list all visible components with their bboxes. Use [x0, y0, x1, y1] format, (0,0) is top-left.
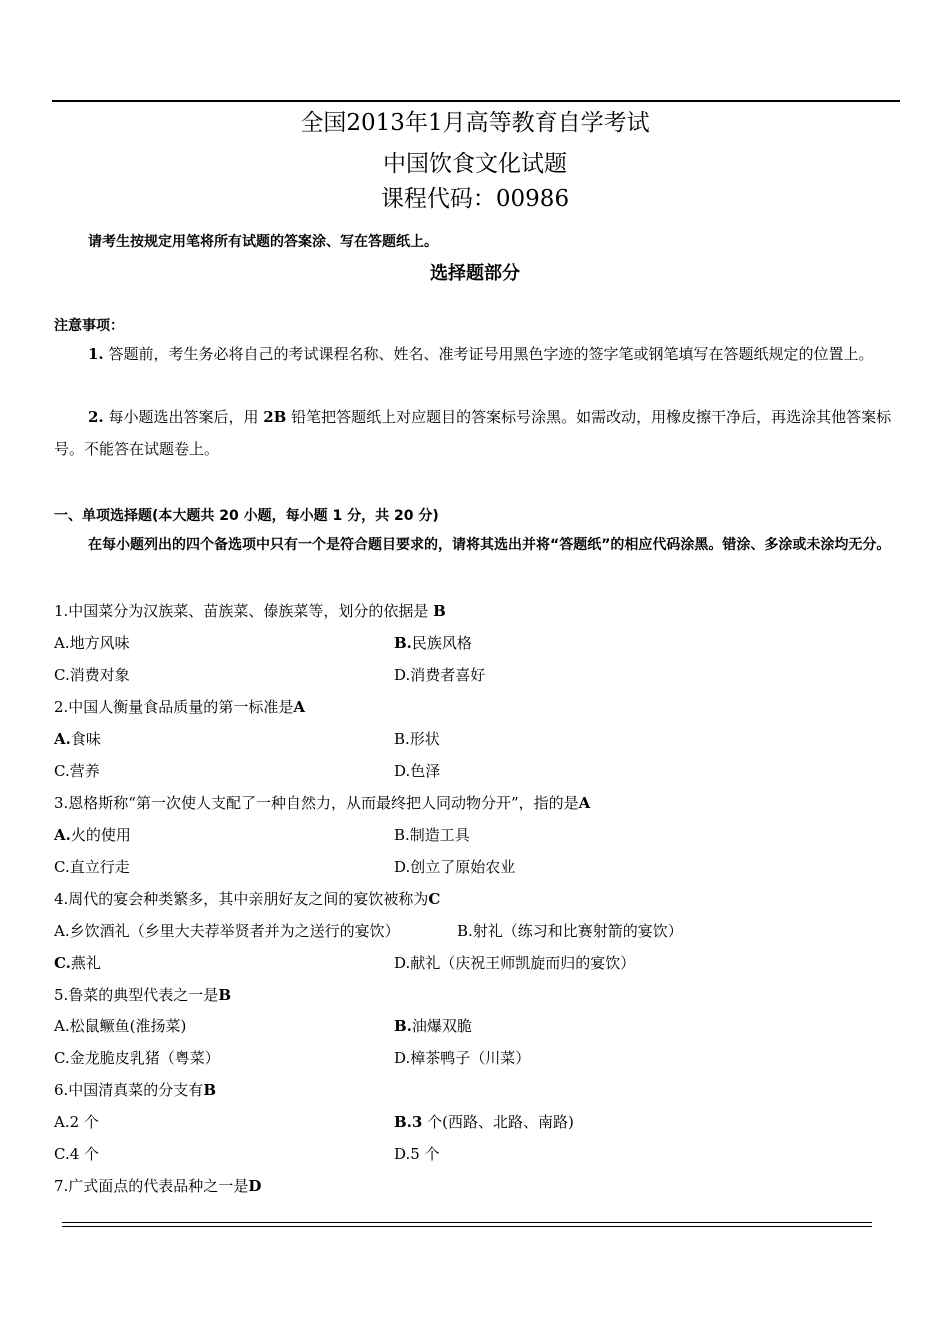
q2-option-b: B.形状: [394, 730, 440, 748]
q3-option-a: [54, 824, 131, 845]
q1-option-c: C.消费对象: [54, 666, 130, 684]
q2-answer: A: [293, 698, 305, 716]
q6-stem: 6.中国清真菜的分支有: [54, 1081, 204, 1099]
bottom-rule: [62, 1222, 872, 1227]
question-2: [54, 696, 305, 717]
q7-stem: 7.广式面点的代表品种之一是: [54, 1177, 249, 1195]
q5-option-a: A.松鼠鳜鱼(淮扬菜): [54, 1017, 187, 1035]
q4-option-c-text: 燕礼: [70, 954, 101, 972]
q5-option-d: D.樟茶鸭子（川菜）: [394, 1049, 531, 1067]
q1-option-b-label: B.: [394, 634, 412, 652]
q5-option-b-text: 油爆双脆: [411, 1017, 472, 1035]
q1-option-a: A.地方风味: [54, 634, 130, 652]
note-item-2-text-b: 铅笔把答题纸上对应题目的答案标号涂黑。如需改动，用橡皮擦干净后，再选涂其他答案标号。不能答在试题卷上。: [54, 408, 892, 458]
note-item-1-number: 1.: [88, 345, 104, 363]
q6-option-b: [394, 1111, 574, 1132]
q6-option-a: A.2 个: [54, 1113, 99, 1131]
q6-option-c: C.4 个: [54, 1145, 100, 1163]
q1-answer: B: [433, 602, 446, 620]
subject-title: 中国饮食文化试题: [383, 151, 567, 177]
q3-option-c: C.直立行走: [54, 858, 130, 876]
note-item-2-text-a: 每小题选出答案后，用: [108, 408, 259, 426]
question-6: [54, 1079, 216, 1100]
notes-heading: 注意事项：: [54, 318, 124, 334]
q5-answer: B: [218, 986, 232, 1004]
q3-option-a-label: A.: [54, 826, 71, 844]
question-7: [54, 1175, 261, 1196]
q6-answer: B: [203, 1081, 216, 1099]
q4-option-d: D.献礼（庆祝王师凯旋而归的宴饮）: [394, 954, 636, 972]
q4-stem: 4.周代的宴会种类繁多，其中亲朋好友之间的宴饮被称为: [54, 890, 429, 908]
q4-option-c-label: C.: [54, 954, 71, 972]
question-3: [54, 792, 590, 813]
q5-option-c: C.金龙脆皮乳猪（粤菜）: [54, 1049, 220, 1067]
q6-option-d: D.5 个: [394, 1145, 440, 1163]
q2-option-a-label: A.: [54, 730, 71, 748]
section-title: 选择题部分: [430, 263, 520, 284]
question-5: [54, 984, 231, 1005]
q6-option-b-text: 个(西路、北路、南路): [427, 1113, 574, 1131]
q1-option-b-text: 民族风格: [411, 634, 472, 652]
q5-stem: 5.鲁菜的典型代表之一是: [54, 986, 219, 1004]
question-1: [54, 600, 446, 621]
q3-option-b: B.制造工具: [394, 826, 470, 844]
q3-option-a-text: 火的使用: [70, 826, 131, 844]
q4-answer: C: [428, 890, 441, 908]
q4-option-c: [54, 952, 101, 973]
q2-option-d: D.色泽: [394, 762, 441, 780]
top-rule: [52, 100, 900, 102]
q3-option-d: D.创立了原始农业: [394, 858, 516, 876]
question-4: [54, 888, 440, 909]
note-item-2-number: 2.: [88, 408, 104, 426]
exam-title: 全国2013年1月高等教育自学考试: [300, 110, 650, 136]
q4-option-b: B.射礼（练习和比赛射箭的宴饮）: [457, 922, 683, 940]
note-item-2: [54, 401, 899, 465]
part1-heading: 一、单项选择题(本大题共 20 小题，每小题 1 分，共 20 分): [54, 508, 439, 524]
q2-option-a-text: 食味: [70, 730, 101, 748]
q1-stem: 1.中国菜分为汉族菜、苗族菜、傣族菜等，划分的依据是: [54, 602, 429, 620]
q2-option-c: C.营养: [54, 762, 100, 780]
q3-answer: A: [578, 794, 591, 812]
q5-option-b-label: B.: [394, 1017, 412, 1035]
q1-option-d: D.消费者喜好: [394, 666, 486, 684]
q1-option-b: [394, 632, 472, 653]
q2-stem: 2.中国人衡量食品质量的第一标准是: [54, 698, 294, 716]
q7-answer: D: [248, 1177, 262, 1195]
q5-option-b: [394, 1015, 472, 1036]
q2-option-a: [54, 728, 101, 749]
note-item-1-text: 答题前，考生务必将自己的考试课程名称、姓名、准考证号用黑色字迹的签字笔或钢笔填写在答题纸规定的位置上。: [108, 345, 874, 363]
q3-stem: 3.恩格斯称“第一次使人支配了一种自然力，从而最终把人同动物分开”，指的是: [54, 794, 579, 812]
q6-option-b-label: B.3: [394, 1113, 423, 1131]
note-item-2-bold: 2B: [263, 408, 287, 426]
note-item-1: [54, 338, 899, 370]
course-code: 课程代码：00986: [380, 186, 570, 212]
part1-description: 在每小题列出的四个备选项中只有一个是符合题目要求的，请将其选出并将“答题纸”的相应代码涂黑。错涂、多涂或未涂均无分。: [88, 537, 891, 553]
instruction: 请考生按规定用笔将所有试题的答案涂、写在答题纸上。: [88, 234, 438, 250]
q4-option-a: A.乡饮酒礼（乡里大夫荐举贤者并为之送行的宴饮）: [54, 922, 400, 940]
